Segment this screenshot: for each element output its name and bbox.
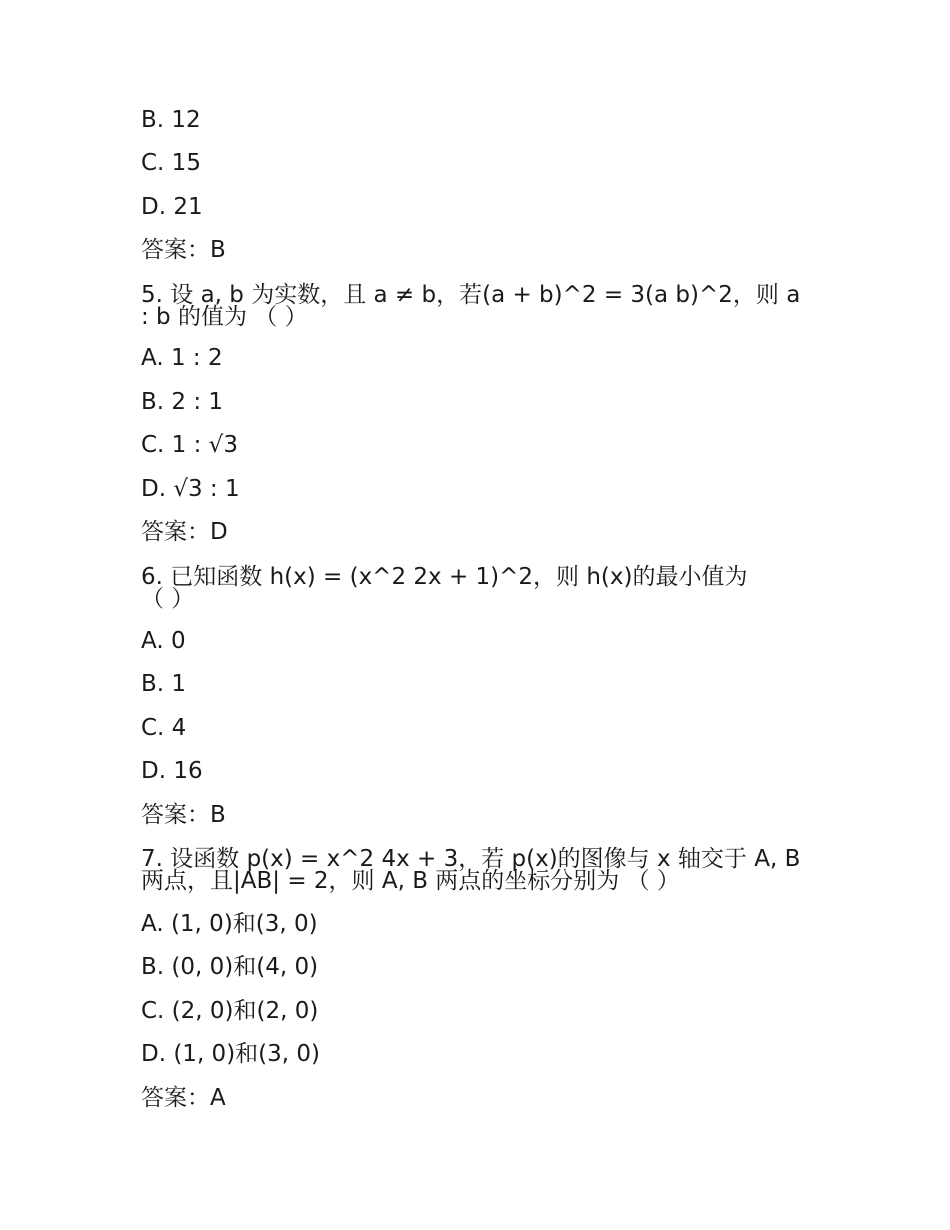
- q6-stem-line1: 6. 已知函数 h(x) = (x^2 2x + 1)^2，则 h(x)的最小值为: [141, 564, 748, 590]
- q7-option-b: B. (0, 0)和(4, 0): [141, 954, 319, 980]
- q4-option-b: B. 12: [141, 107, 201, 133]
- q7-option-d: D. (1, 0)和(3, 0): [141, 1041, 321, 1067]
- q6-option-d: D. 16: [141, 758, 203, 784]
- q6-option-c: C. 4: [141, 715, 187, 741]
- q6-option-a: A. 0: [141, 628, 186, 654]
- q7-stem-line1: 7. 设函数 p(x) = x^2 4x + 3，若 p(x)的图像与 x 轴交于 A, B: [141, 846, 801, 872]
- q6-answer: 答案：B: [141, 802, 226, 828]
- q5-answer: 答案：D: [141, 519, 228, 545]
- q7-option-c: C. (2, 0)和(2, 0): [141, 998, 319, 1024]
- q7-option-a: A. (1, 0)和(3, 0): [141, 911, 318, 937]
- q5-option-a: A. 1 : 2: [141, 345, 223, 371]
- q5-option-d: D. √3 : 1: [141, 476, 240, 502]
- q5-option-c: C. 1 : √3: [141, 432, 238, 458]
- q7-stem-line2: 两点，且|AB| = 2，则 A, B 两点的坐标分别为 （ ）: [141, 868, 680, 894]
- q6-stem-line2: （ ）: [141, 586, 195, 612]
- q6-option-b: B. 1: [141, 671, 187, 697]
- q4-answer: 答案：B: [141, 237, 226, 263]
- q4-option-c: C. 15: [141, 150, 201, 176]
- q5-stem-line1: 5. 设 a, b 为实数，且 a ≠ b，若(a + b)^2 = 3(a b)^2，则 a: [141, 282, 801, 308]
- q7-answer: 答案：A: [141, 1085, 226, 1111]
- q5-option-b: B. 2 : 1: [141, 389, 224, 415]
- q4-option-d: D. 21: [141, 194, 203, 220]
- q5-stem-line2: : b 的值为 （ ）: [141, 304, 308, 330]
